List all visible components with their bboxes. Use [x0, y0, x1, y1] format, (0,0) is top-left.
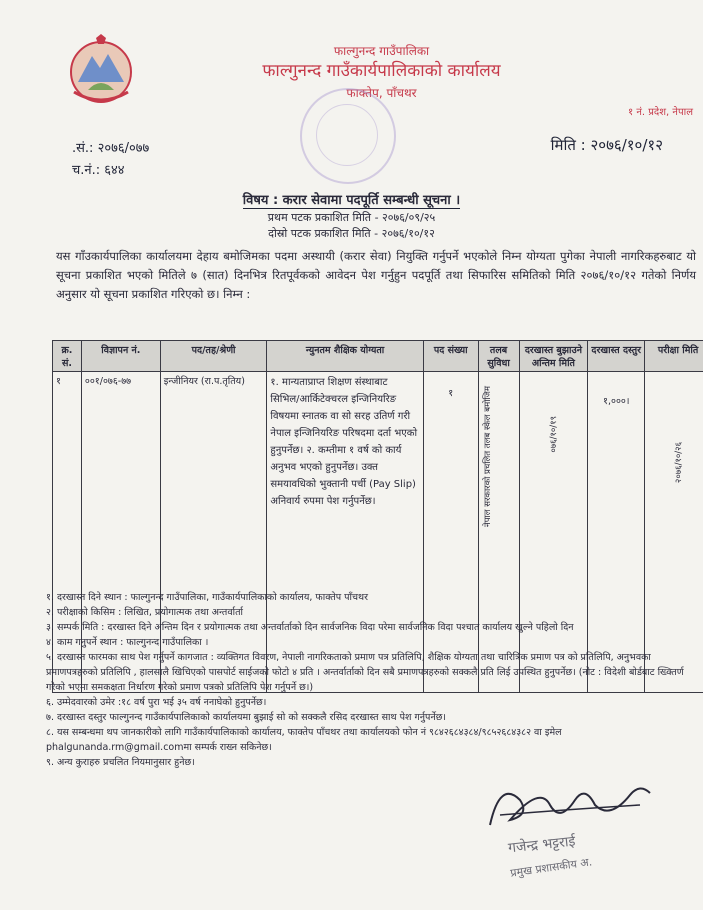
municipality-name: फाल्गुनन्द गाउँपालिका — [333, 44, 430, 58]
cell-count: १ — [423, 372, 478, 693]
subject-line — [0, 190, 703, 208]
list-item: ८. यस सम्बन्धमा थप जानकारीको लागि गाउँकार्यपालिकाको कार्यालय, फाक्तेप पाँचथर तथा कार्यालयको फोन नं ९८४२६८४३८४/९८५२६८४३८२ वा इमेल phalgunanda.rm@gmail.comमा सम्पर्क राख्न सकिनेछ। — [46, 727, 562, 753]
col-qualification: न्युनतम शैक्षिक योग्यता — [267, 341, 423, 372]
col-post: पद/तह/श्रेणी — [160, 341, 267, 372]
notes-list — [46, 590, 696, 770]
col-deadline: दरखास्त बुझाउने अन्तिम मिति — [519, 341, 588, 372]
list-item: ५. दरखास्त फारमका साथ पेश गर्नुपर्ने कागजात : व्यक्तिगत विवरण, नेपाली नागरिकताको प्रमाण पत्र प्रतिलिपि, शैक्षिक योग्यता तथा चारित्रिक प्रमाण पत्र को प्रतिलिपि, अनुभवका प्रमाणपत्रहरुको प्रतिलिपि , हालसालै खिचिएको पासपोर्ट साईजको फोटो ४ प्रति । अन्तर्वार्ताको दिन सबै प्रमाणपत्रहरुको सक्कलै प्रति लिई उपस्थित हुनुपर्नेछ। (नोट : विदेशी बोर्डबाट ख्क्तिर्ण गरेको भएमा समकक्षता निर्धारण गरेको प्रमाण पत्रको प्रतिलिपि पेश गर्नुपर्ने छ।) — [46, 652, 684, 693]
col-fee: दरखास्त दस्तुर — [588, 341, 645, 372]
cell-fee: १,०००। — [588, 372, 645, 693]
list-item: २. परीक्षाको किसिम : लिखित, प्रयोगात्मक तथा अन्तर्वार्ता — [46, 607, 243, 618]
col-exam-date: परीक्षा मिति — [645, 341, 703, 372]
office-name: फाल्गुनन्द गाउँकार्यपालिकाको कार्यालय — [262, 61, 501, 81]
office-stamp-icon — [300, 88, 396, 184]
exam-date-text: २०७६/१०/२६ — [673, 442, 684, 484]
salary-text: नेपाल सरकारको प्रचलित तलब स्केल बमोजिम — [482, 386, 493, 528]
notice-date: मिति : २०७६/१०/१२ — [550, 136, 663, 154]
list-item: ९. अन्य कुराहरु प्रचलित नियमानुसार हुनेछ। — [46, 757, 195, 768]
list-item: १. दरखास्त दिने स्थान : फाल्गुनन्द गाउँपालिका, गाउँकार्यपालिकाको कार्यालय, फाक्तेप पाँचथर — [46, 592, 368, 603]
province: १ नं. प्रदेश, नेपाल — [627, 107, 693, 118]
signatory-name: गजेन्द्र भट्टराई — [507, 833, 577, 857]
col-adv-no: विज्ञापन नं. — [81, 341, 160, 372]
signatory-title: प्रमुख प्रशासकीय अ. — [509, 855, 593, 880]
office-location: फाक्तेप, पाँचथर — [346, 86, 417, 100]
col-sn: क्र. सं. — [53, 341, 82, 372]
first-published: प्रथम पटक प्रकाशित मिति - २०७६/०९/२५ — [267, 211, 436, 224]
signature-icon — [480, 775, 660, 835]
second-published: दोस्रो पटक प्रकाशित मिति - २०७६/१०/१२ — [268, 227, 435, 240]
dispatch-number: च.नं.: ६४४ — [72, 163, 125, 178]
cell-adv-no: ००१/०७६-७७ — [81, 372, 160, 693]
reference-number: .सं.: २०७६/०७७ — [72, 141, 150, 156]
col-count: पद संख्या — [423, 341, 478, 372]
list-item: ४. काम गनुपर्ने स्थान : फाल्गुनन्द गाउँपालिका । — [46, 637, 209, 648]
subject-text: विषय : करार सेवामा पदपूर्ति सम्बन्धी सूचना । — [242, 193, 461, 208]
list-item: ६. उम्मेदवारको उमेर :१८ वर्ष पुरा भई ३५ वर्ष ननाघेको हुनुपर्नेछ। — [46, 697, 267, 708]
list-item: ३. सम्पर्क मिति : दरखास्त दिने अन्तिम दिन र प्रयोगात्मक तथा अन्तर्वार्ताको दिन सार्वजनिक विदा परेमा सार्वजनिक विदा पश्चात कार्यालय खुल्ने पहिलो दिन — [46, 622, 574, 633]
col-salary: तलब सुविधा — [478, 341, 519, 372]
cell-post: इन्जीनियर (रा.प.तृतिय) — [160, 372, 267, 693]
intro-paragraph: यस गाँउकार्यपालिका कार्यालयमा देहाय बमोजिमका पदमा अस्थायी (करार सेवा) नियुक्ति गर्नुपर्ने भएकोले निम्न योग्यता पुगेका नेपाली नागरिकहरुबाट यो सूचना प्रकाशित भएको मितिले ७ (सात) दिनभित्र रितपूर्वकको आवेदन पेश गर्नुहुन पदपूर्ति तथा सिफारिस समितिको मिति २०७६/१०/१२ गतेको निर्णय अनुसार यो सूचना प्रकाशित गरिएको छ। निम्न : — [56, 249, 696, 301]
cell-sn: १ — [53, 372, 82, 693]
cell-qualification: १. मान्यताप्राप्त शिक्षण संस्थाबाट सिभिल/आर्किटेक्चरल इन्जिनियरिङ विषयमा स्नातक वा सो सरह उतिर्ण गरी नेपाल इन्जिनियरिङ परिषदमा दर्ता भएको हुनुपर्नेछ। २. कम्तीमा १ वर्ष को कार्य अनुभव भएको हुनुपर्नेछ। उक्त समयावधिको भुक्तानी पर्ची (Pay Slip) अनिवार्य रुपमा पेश गर्नुपर्नेछ। — [267, 372, 423, 693]
list-item: ७. दरखास्त दस्तुर फाल्गुनन्द गाउँकार्यपालिकाको कार्यालयमा बुझाई सो को सक्कलै रसिद दरखास्त साथ पेश गर्नुपर्नेछ। — [46, 712, 446, 723]
table-header-row — [53, 341, 703, 372]
deadline-text: ०७६/१०/१९ — [548, 416, 559, 453]
